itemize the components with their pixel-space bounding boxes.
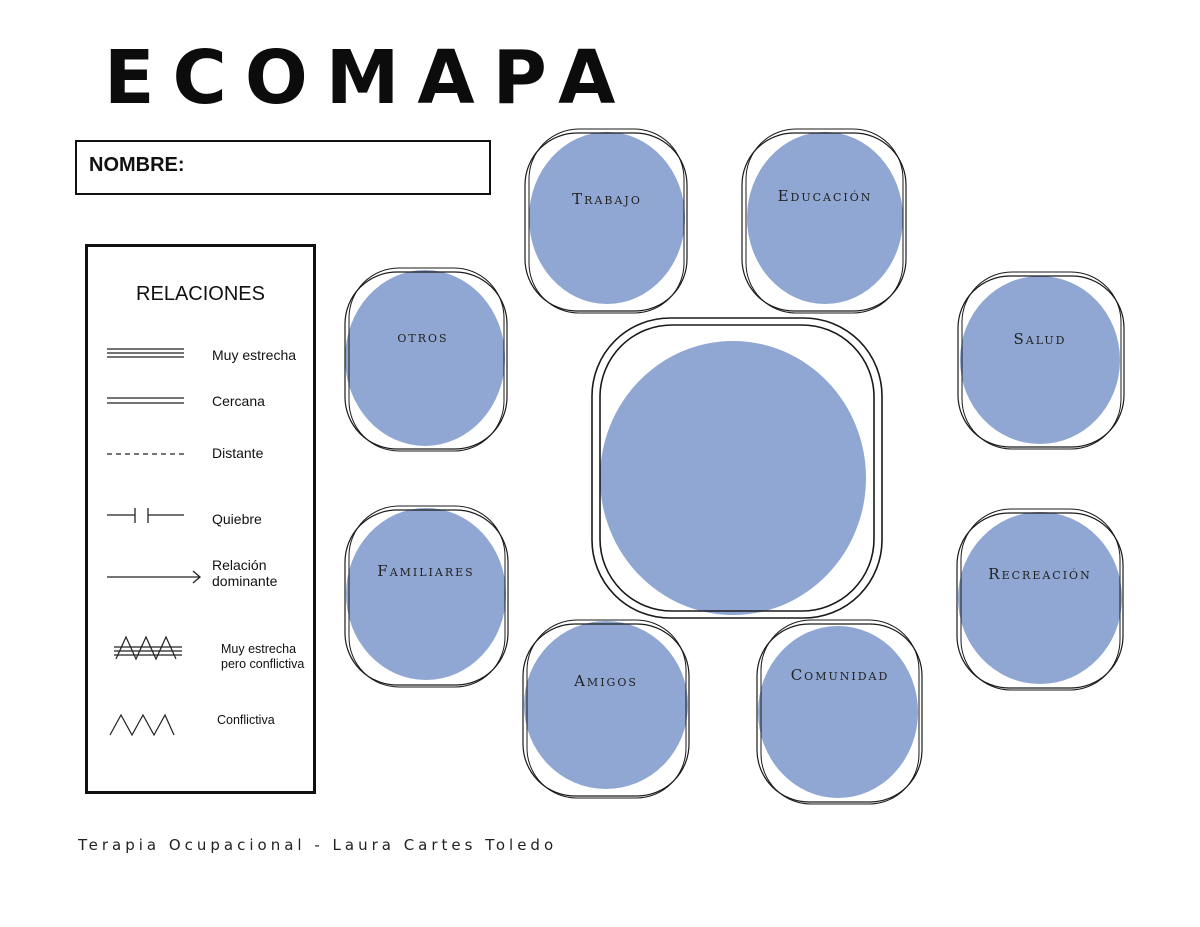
node-familiares[interactable] [345, 506, 508, 687]
node-label-educacion: Educación [777, 187, 873, 205]
node-label-otros: otros [397, 328, 449, 346]
node-trabajo[interactable] [525, 129, 687, 313]
node-label-amigos: Amigos [574, 672, 638, 690]
legend-label-conflictiva: Conflictiva [217, 713, 275, 727]
legend-label-quiebre: Quiebre [212, 511, 262, 527]
legend-label-distante: Distante [212, 445, 264, 461]
node-label-recreacion: Recreación [988, 565, 1092, 583]
legend-label-relacion-dominante: Relación dominante [212, 557, 278, 589]
node-label-salud: Salud [1013, 330, 1067, 348]
name-label: NOMBRE: [89, 154, 185, 176]
node-recreacion[interactable] [957, 509, 1123, 690]
node-educacion[interactable] [742, 129, 906, 313]
node-amigos[interactable] [523, 620, 689, 798]
legend-label-muy-estrecha-conflictiva: Muy estrecha pero conflictiva [221, 642, 305, 671]
center-node[interactable] [592, 318, 882, 618]
footer-credit: Terapia Ocupacional - Laura Cartes Toledo [78, 836, 558, 854]
legend-label-cercana: Cercana [212, 393, 265, 409]
node-otros[interactable] [345, 268, 507, 451]
legend-title: RELACIONES [136, 283, 265, 305]
node-salud[interactable] [958, 272, 1124, 449]
node-label-comunidad: Comunidad [790, 666, 890, 684]
page-title: ECOMAPA [104, 35, 634, 121]
node-comunidad[interactable] [757, 620, 922, 804]
node-label-trabajo: Trabajo [572, 190, 642, 208]
legend-label-muy-estrecha: Muy estrecha [212, 347, 297, 363]
node-label-familiares: Familiares [377, 562, 475, 580]
